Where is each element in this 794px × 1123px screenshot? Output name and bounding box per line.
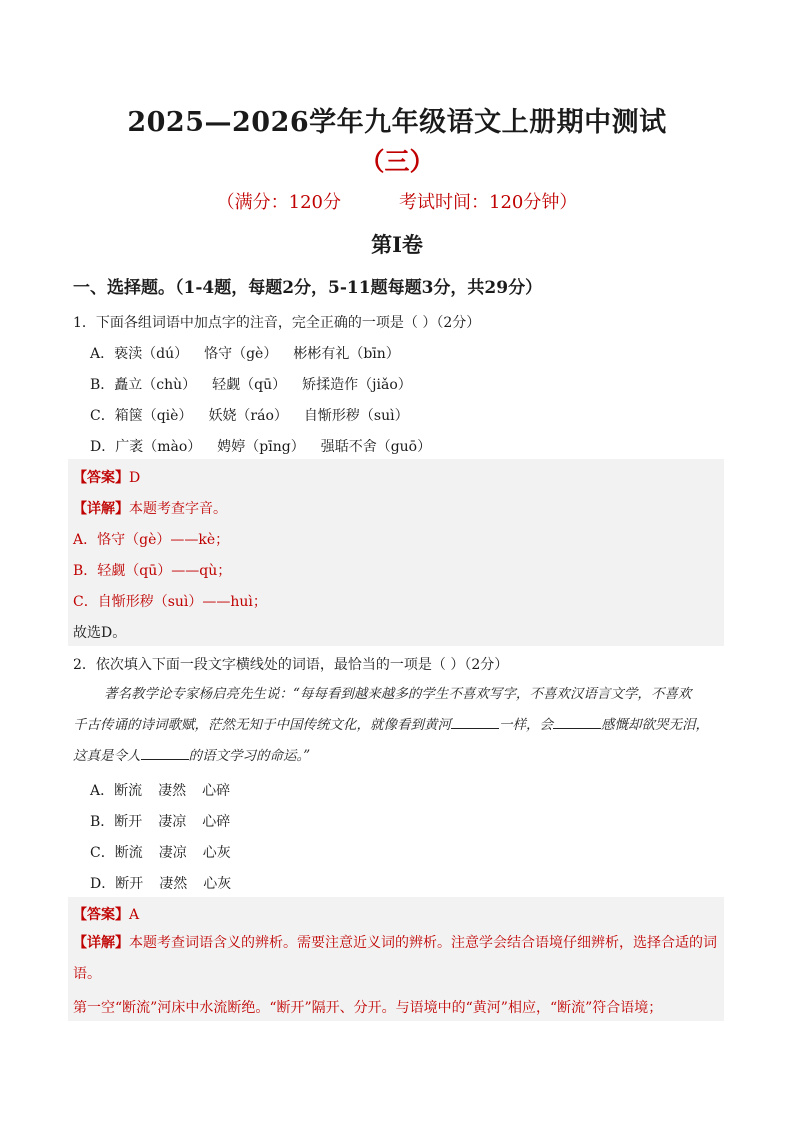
q1-option-c: C．箱箧（qiè） 妖娆（ráo） 自惭形秽（suì） — [90, 408, 409, 424]
q2-answer: 【答案】A — [73, 907, 140, 923]
q2-option-d: D．断开 凄然 心灰 — [90, 876, 232, 892]
full-score: （满分：120分 — [216, 192, 341, 213]
q1-option-b: B．矗立（chù） 轻觑（qū） 矫揉造作（jiǎo） — [90, 377, 412, 393]
q2-option-a: A．断流 凄然 心碎 — [90, 783, 231, 799]
q1-note-c: C．自惭形秽（suì）——huì； — [73, 594, 267, 610]
q2-detail: 【详解】本题考查词语含义的辨析。需要注意近义词的辨析。注意学会结合语境仔细辨析，选择合适的词语。 — [73, 935, 717, 982]
page-title: 2025—2026学年九年级语文上册期中测试 — [127, 107, 667, 138]
section-heading: 一、选择题。（1-4题，每题2分，5-11题每题3分，共29分） — [73, 278, 543, 298]
page-subtitle: （三） — [359, 147, 435, 176]
blank-1 — [451, 716, 499, 729]
q1-note-a: A．恪守（gè）——kè； — [73, 532, 230, 548]
q1-answer: 【答案】D — [73, 470, 141, 486]
q1-detail: 【详解】本题考查字音。 — [73, 501, 227, 517]
volume-heading: 第Ⅰ卷 — [371, 232, 423, 257]
q2-option-b: B．断开 凄凉 心碎 — [90, 814, 231, 830]
q2-passage: 著名教学论专家杨启亮先生说：“每每看到越来越多的学生不喜欢写字，不喜欢汉语言文学，不喜欢 千古传诵的诗词歌赋，茫然无知于中国传统文化，就像看到黄河 一样，会 感慨却欲哭无泪， 这真是令人 的语文学习的命运。” — [73, 686, 709, 764]
blank-3 — [141, 747, 189, 760]
q1-note-b: B．轻觑（qū）——qù； — [73, 563, 232, 579]
exam-time: 考试时间：120分钟） — [399, 192, 578, 213]
q1-option-a: A．亵渎（dú） 恪守（gè） 彬彬有礼（bīn） — [90, 346, 400, 362]
q1-option-d: D．广袤（mào） 娉婷（pīng） 强聒不舍（guō） — [90, 439, 432, 455]
q2-option-c: C．断流 凄凉 心灰 — [90, 845, 231, 861]
question-1-stem: 1．下面各组词语中加点字的注音，完全正确的一项是（ ）（2分） — [73, 315, 481, 331]
blank-2 — [553, 716, 601, 729]
exam-info — [0, 188, 794, 214]
question-2-stem: 2．依次填入下面一段文字横线处的词语，最恰当的一项是（ ）（2分） — [73, 657, 509, 673]
q1-answer-box — [68, 459, 724, 646]
q1-conclusion: 故选D。 — [73, 625, 127, 641]
q2-note: 第一空“断流”河床中水流断绝。“断开”隔开、分开。与语境中的“黄河”相应，“断流”符合语境； — [73, 1000, 663, 1016]
